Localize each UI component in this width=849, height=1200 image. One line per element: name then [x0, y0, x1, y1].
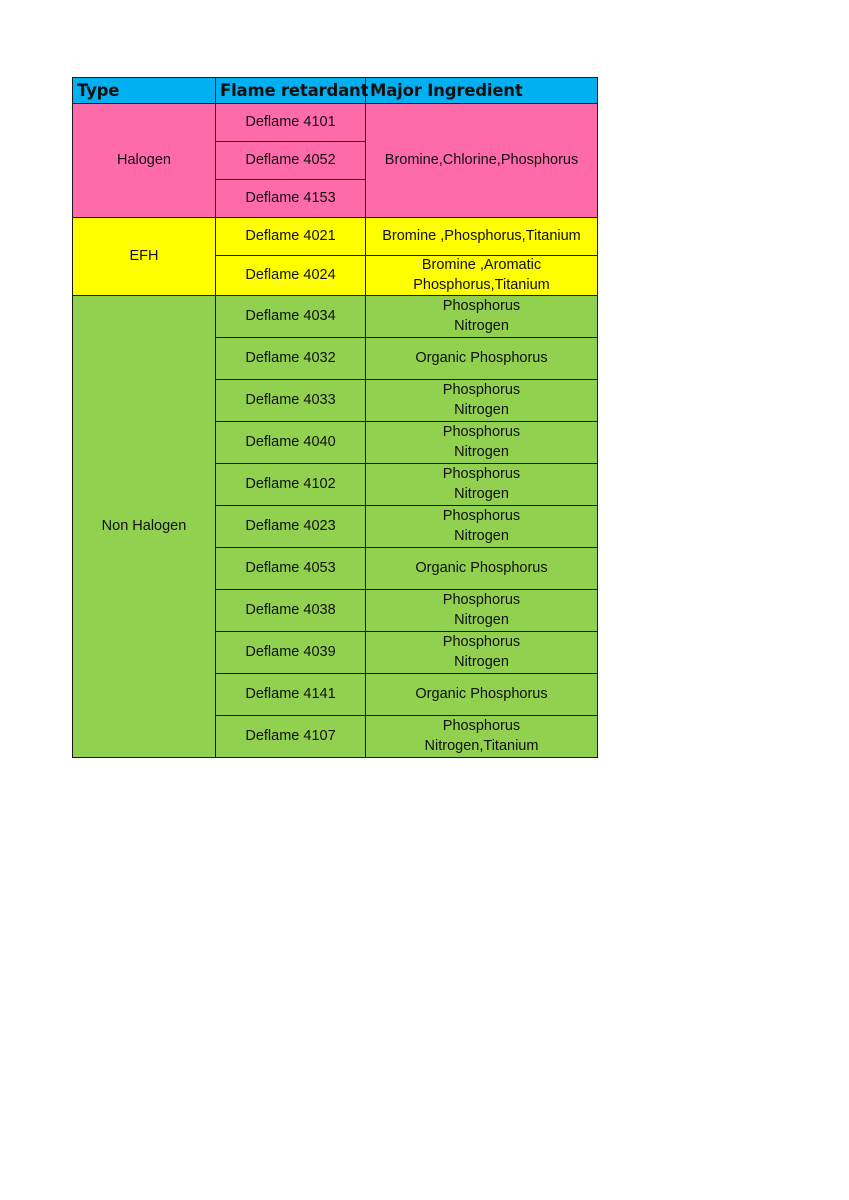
ingredient-cell: Bromine,Chlorine,Phosphorus [366, 104, 598, 218]
product-cell: Deflame 4053 [216, 548, 366, 590]
type-cell: EFH [73, 218, 216, 296]
ingredient-cell [366, 632, 598, 674]
ingredient-cell [366, 218, 598, 256]
product-cell: Deflame 4032 [216, 338, 366, 380]
ingredient-line: Nitrogen [454, 485, 509, 502]
ingredient-line: Phosphorus [442, 466, 521, 482]
ingredient-cell [366, 464, 598, 506]
ingredient-line: Organic Phosphorus [415, 349, 548, 366]
flame-retardant-table [72, 77, 598, 758]
ingredient-cell [366, 256, 598, 296]
table-row [73, 218, 598, 256]
header-type: Type [73, 78, 216, 104]
ingredient-line: Phosphorus,Titanium [413, 276, 550, 293]
ingredient-cell [366, 422, 598, 464]
product-cell: Deflame 4102 [216, 464, 366, 506]
ingredient-line: Nitrogen,Titanium [424, 737, 539, 754]
ingredient-cell [366, 674, 598, 716]
table-row [73, 296, 598, 338]
ingredient-line: Nitrogen [454, 317, 509, 334]
product-cell: Deflame 4107 [216, 716, 366, 758]
ingredient-cell [366, 338, 598, 380]
header-major-ingredient: Major Ingredient [366, 78, 598, 104]
type-cell: Halogen [73, 104, 216, 218]
ingredient-line: Phosphorus [442, 634, 521, 650]
product-cell: Deflame 4052 [216, 142, 366, 180]
ingredient-line: Organic Phosphorus [415, 559, 548, 576]
ingredient-cell [366, 548, 598, 590]
ingredient-line: Phosphorus [442, 592, 521, 608]
ingredient-line: Nitrogen [454, 527, 509, 544]
product-cell: Deflame 4034 [216, 296, 366, 338]
type-cell: Non Halogen [73, 296, 216, 758]
table-row [73, 104, 598, 142]
product-cell: Deflame 4101 [216, 104, 366, 142]
ingredient-line: Bromine ,Phosphorus,Titanium [382, 227, 581, 244]
ingredient-line: Phosphorus [442, 382, 521, 398]
ingredient-line: Nitrogen [454, 653, 509, 670]
product-cell: Deflame 4021 [216, 218, 366, 256]
ingredient-cell [366, 716, 598, 758]
ingredient-line: Phosphorus [442, 424, 521, 440]
ingredient-cell [366, 506, 598, 548]
product-cell: Deflame 4024 [216, 256, 366, 296]
product-cell: Deflame 4153 [216, 180, 366, 218]
ingredient-line: Phosphorus [442, 508, 521, 524]
ingredient-line: Nitrogen [454, 443, 509, 460]
ingredient-cell [366, 380, 598, 422]
ingredient-line: Organic Phosphorus [415, 685, 548, 702]
ingredient-line: Bromine ,Aromatic [421, 257, 542, 273]
ingredient-line: Phosphorus [442, 718, 521, 734]
table-body [73, 104, 598, 758]
header-row [73, 78, 598, 104]
ingredient-line: Nitrogen [454, 611, 509, 628]
product-cell: Deflame 4023 [216, 506, 366, 548]
ingredient-line: Nitrogen [454, 401, 509, 418]
header-flame-retardant: Flame retardant [216, 78, 366, 104]
product-cell: Deflame 4038 [216, 590, 366, 632]
product-cell: Deflame 4141 [216, 674, 366, 716]
product-cell: Deflame 4039 [216, 632, 366, 674]
product-cell: Deflame 4033 [216, 380, 366, 422]
product-cell: Deflame 4040 [216, 422, 366, 464]
ingredient-cell [366, 296, 598, 338]
ingredient-line: Phosphorus [442, 298, 521, 314]
ingredient-cell [366, 590, 598, 632]
